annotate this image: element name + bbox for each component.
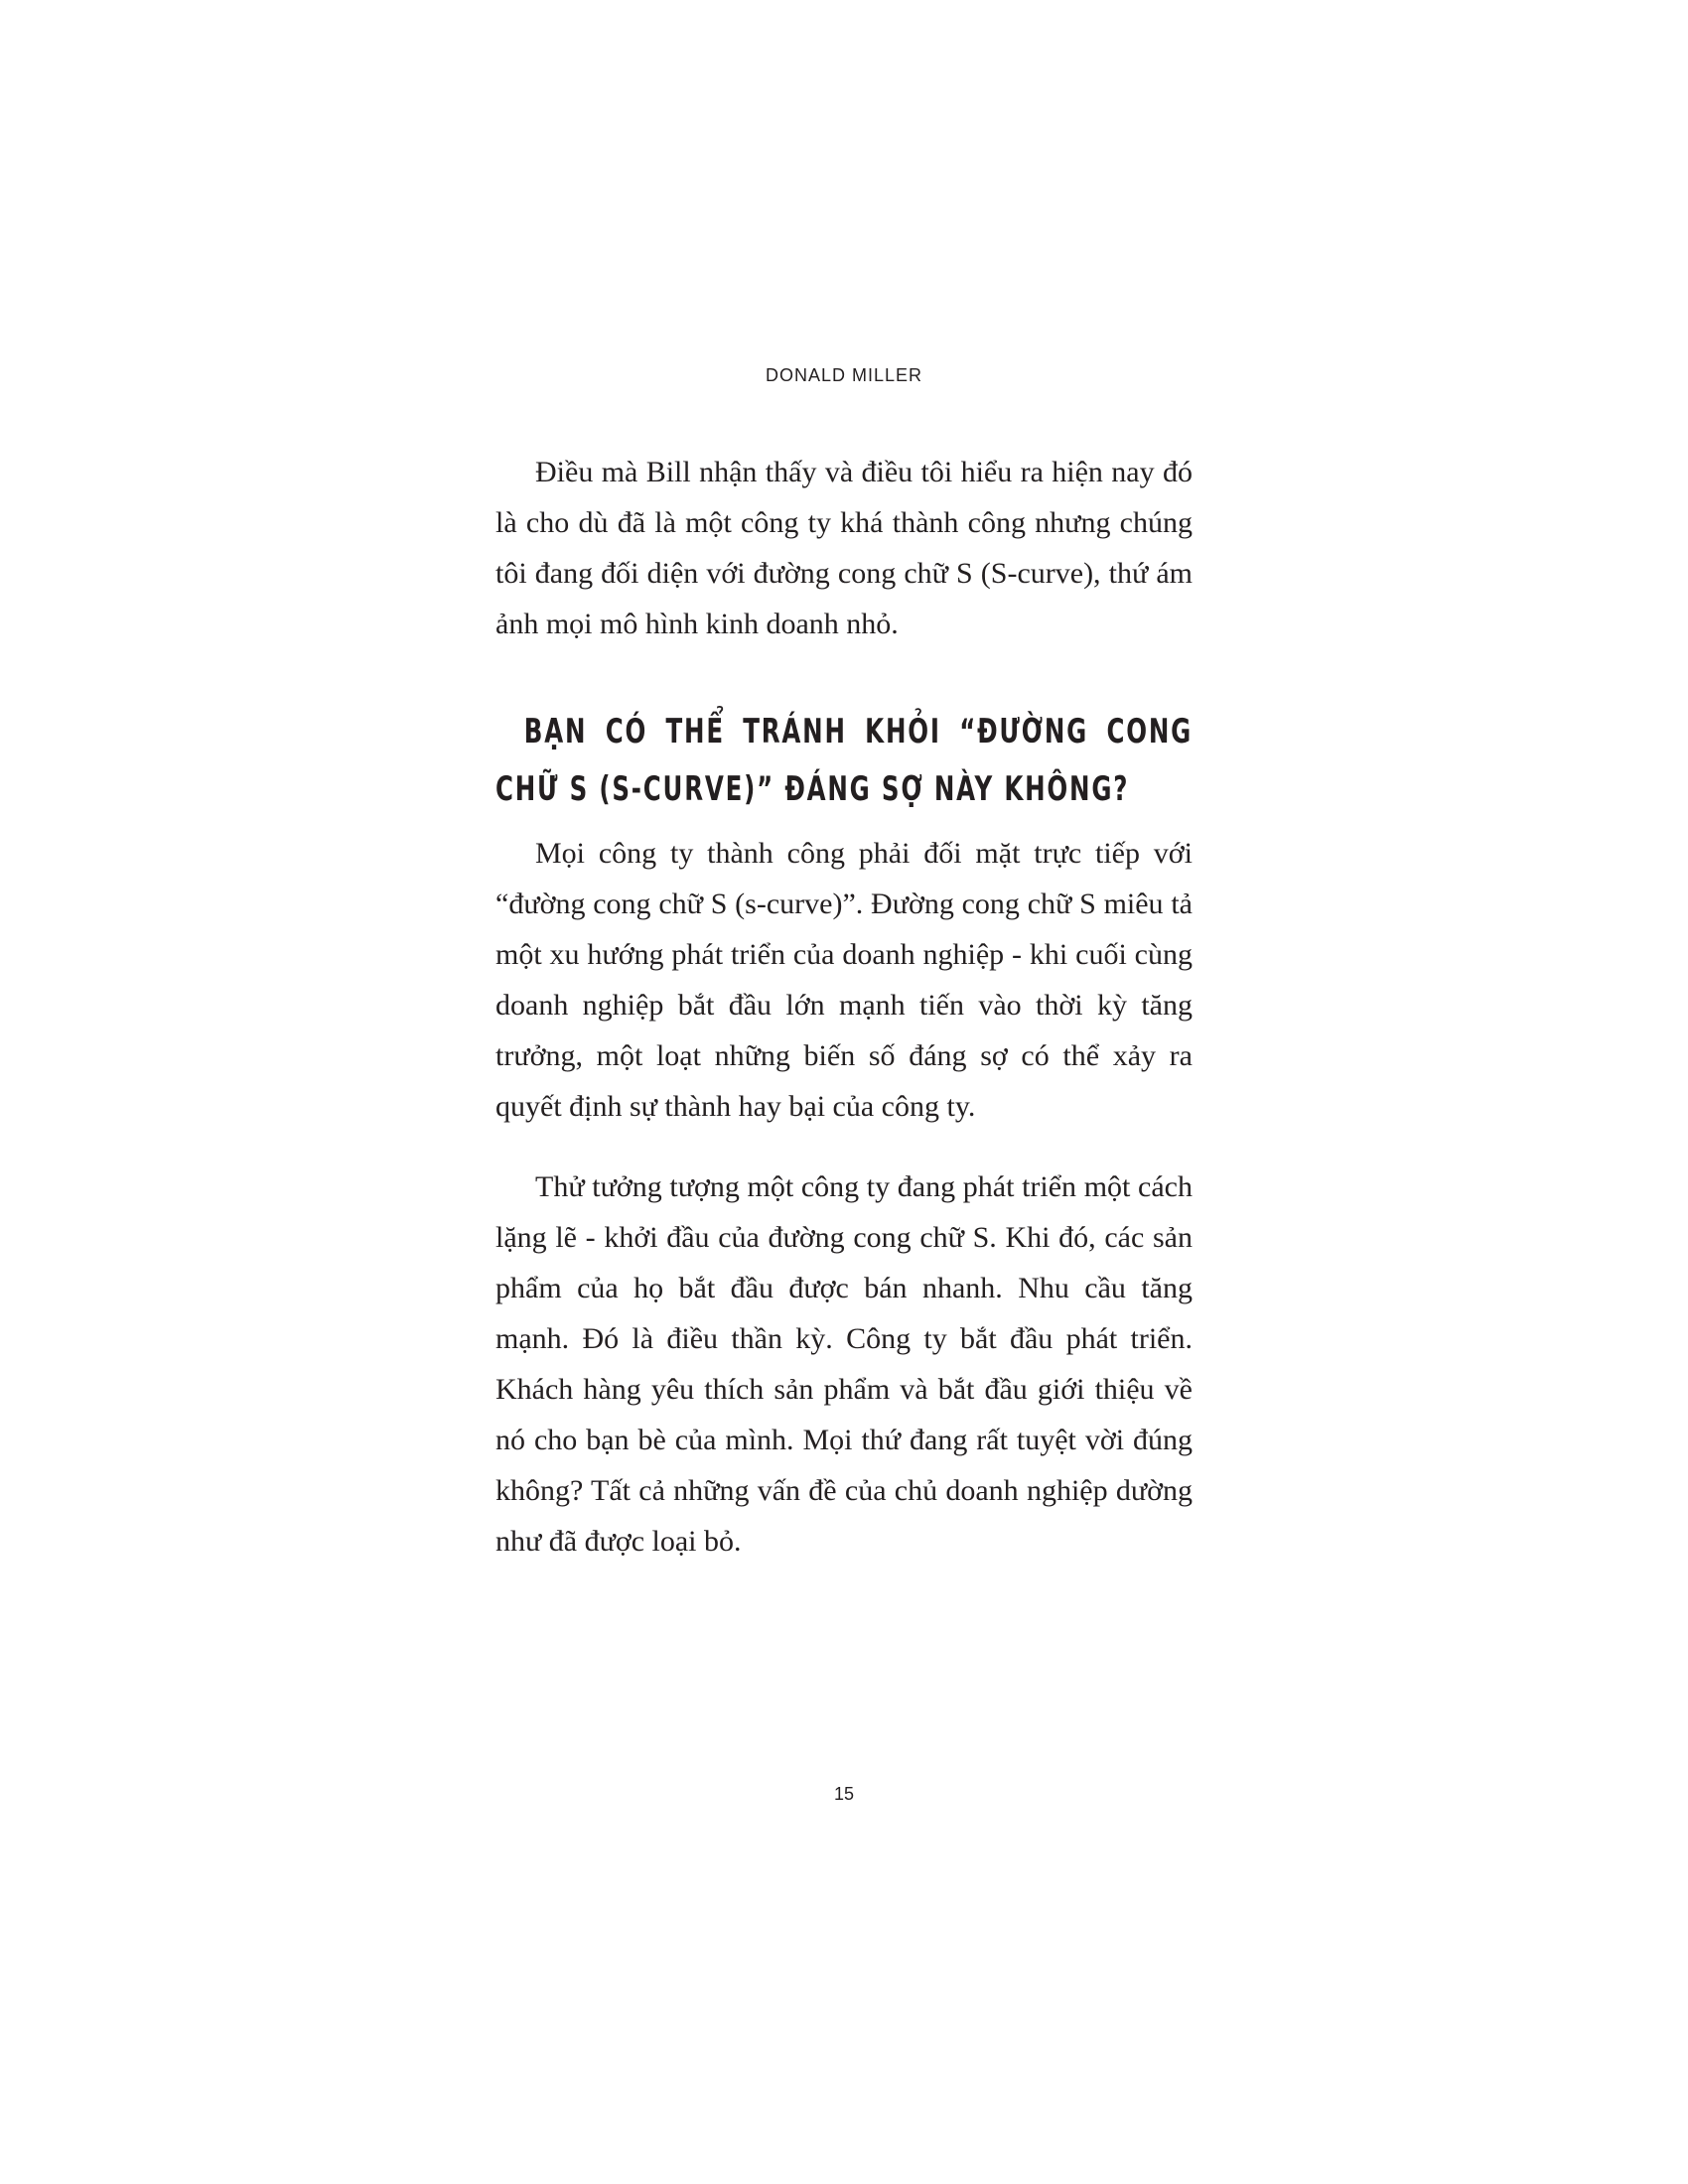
page-number: 15 (833, 1784, 855, 1804)
page-body (495, 447, 1193, 1567)
section-heading: BẠN CÓ THỂ TRÁNH KHỎI “ĐƯỜNG CONG CHỮ S (S-CURVE)” ĐÁNG SỢ NÀY KHÔNG? (495, 712, 1193, 809)
body-paragraph: Điều mà Bill nhận thấy và điều tôi hiểu ra hiện nay đó là cho dù đã là một công ty khá thành công nhưng chúng tôi đang đối diện với đường cong chữ S (S-curve), thứ ám ảnh mọi mô hình kinh doanh nhỏ. (495, 456, 1193, 640)
running-header-author: DONALD MILLER (765, 365, 923, 385)
body-paragraph: Mọi công ty thành công phải đối mặt trực tiếp với “đường cong chữ S (s-curve)”. Đường cong chữ S miêu tả một xu hướng phát triển của doanh nghiệp - khi cuối cùng doanh nghiệp bắt đầu lớn mạnh tiến vào thời kỳ tăng trưởng, một loạt những biến số đáng sợ có thể xảy ra quyết định sự thành hay bại của công ty. (495, 837, 1193, 1123)
body-paragraph: Thử tưởng tượng một công ty đang phát triển một cách lặng lẽ - khởi đầu của đường cong chữ S. Khi đó, các sản phẩm của họ bắt đầu được bán nhanh. Nhu cầu tăng mạnh. Đó là điều thần kỳ. Công ty bắt đầu phát triển. Khách hàng yêu thích sản phẩm và bắt đầu giới thiệu về nó cho bạn bè của mình. Mọi thứ đang rất tuyệt vời đúng không? Tất cả những vấn đề của chủ doanh nghiệp dường như đã được loại bỏ. (495, 1170, 1193, 1558)
